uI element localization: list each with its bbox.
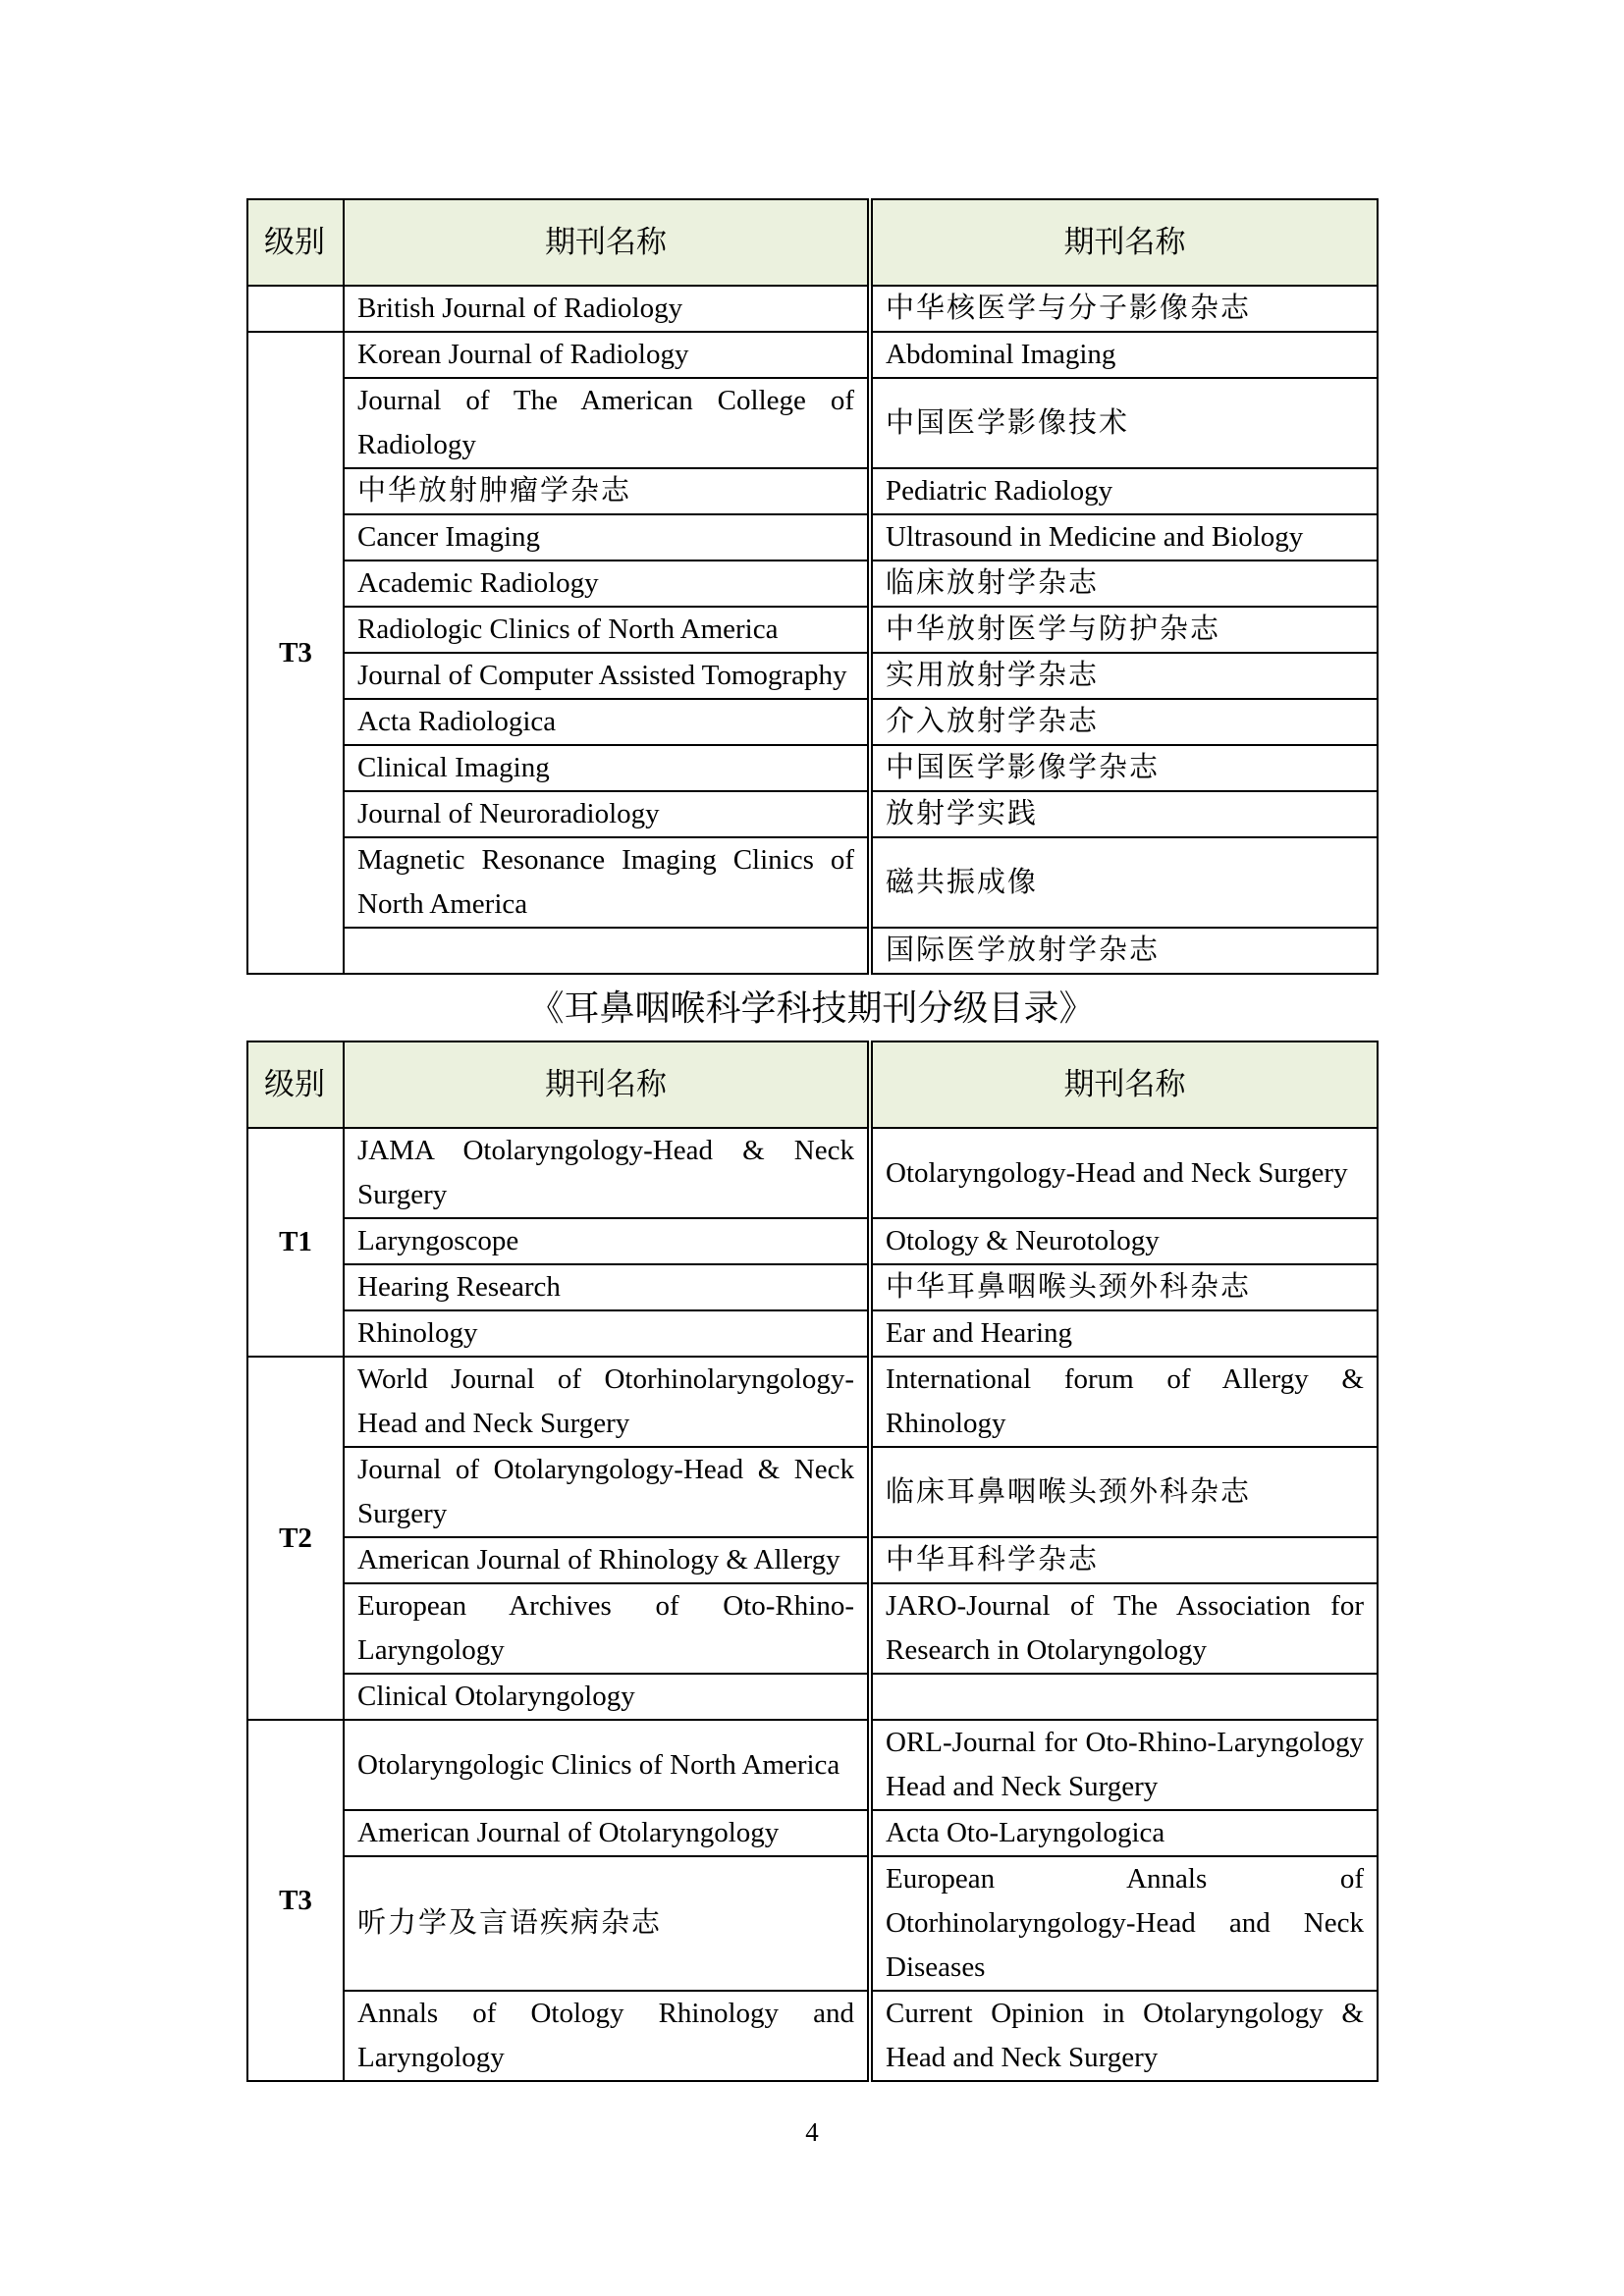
header-journal-name-2: 期刊名称 xyxy=(870,1041,1378,1128)
journal-cell xyxy=(344,928,870,974)
journal-cell: 临床放射学杂志 xyxy=(870,561,1378,607)
journal-cell: Otolaryngology-Head and Neck Surgery xyxy=(870,1128,1378,1218)
journal-cell: Pediatric Radiology xyxy=(870,468,1378,514)
level-cell-t2: T2 xyxy=(247,1357,344,1720)
table-row xyxy=(247,1310,1378,1357)
journal-cell: American Journal of Otolaryngology xyxy=(344,1810,870,1856)
journal-cell: Laryngoscope xyxy=(344,1218,870,1264)
table-row xyxy=(247,745,1378,791)
journal-cell: 中国医学影像学杂志 xyxy=(870,745,1378,791)
table-row xyxy=(247,1991,1378,2081)
journal-cell: Current Opinion in Otolaryngology & Head and Neck Surgery xyxy=(870,1991,1378,2081)
table-row xyxy=(247,332,1378,378)
journal-table-otolaryngology xyxy=(246,1041,1379,2082)
journal-cell: Korean Journal of Radiology xyxy=(344,332,870,378)
journal-cell: Radiologic Clinics of North America xyxy=(344,607,870,653)
journal-cell: 中国医学影像技术 xyxy=(870,378,1378,468)
journal-cell: Ear and Hearing xyxy=(870,1310,1378,1357)
journal-cell: British Journal of Radiology xyxy=(344,286,870,332)
journal-cell: ORL-Journal for Oto-Rhino-Laryngology Head and Neck Surgery xyxy=(870,1720,1378,1810)
table-row xyxy=(247,1357,1378,1447)
table-row xyxy=(247,1810,1378,1856)
table-row xyxy=(247,928,1378,974)
section-title: 《耳鼻咽喉科学科技期刊分级目录》 xyxy=(528,988,1095,1029)
journal-cell: Otolaryngologic Clinics of North America xyxy=(344,1720,870,1810)
journal-cell: 中华耳科学杂志 xyxy=(870,1537,1378,1583)
header-level: 级别 xyxy=(247,1041,344,1128)
journal-cell: 磁共振成像 xyxy=(870,837,1378,928)
table-row xyxy=(247,468,1378,514)
table-row xyxy=(247,1720,1378,1810)
journal-cell: Acta Radiologica xyxy=(344,699,870,745)
table-row xyxy=(247,1218,1378,1264)
journal-cell xyxy=(870,1674,1378,1720)
journal-cell: American Journal of Rhinology & Allergy xyxy=(344,1537,870,1583)
journal-cell: Journal of The American College of Radiology xyxy=(344,378,870,468)
journal-cell: European Annals of Otorhinolaryngology-Head and Neck Diseases xyxy=(870,1856,1378,1991)
table-row xyxy=(247,791,1378,837)
page-number: 4 xyxy=(805,2117,819,2147)
table-row xyxy=(247,1128,1378,1218)
journal-cell: Acta Oto-Laryngologica xyxy=(870,1810,1378,1856)
header-journal-name-1: 期刊名称 xyxy=(344,199,870,286)
journal-cell: 中华耳鼻咽喉头颈外科杂志 xyxy=(870,1264,1378,1310)
level-cell xyxy=(247,286,344,332)
level-cell-t3: T3 xyxy=(247,332,344,974)
table-row xyxy=(247,653,1378,699)
journal-cell: Rhinology xyxy=(344,1310,870,1357)
journal-cell: International forum of Allergy & Rhinology xyxy=(870,1357,1378,1447)
journal-cell: 国际医学放射学杂志 xyxy=(870,928,1378,974)
journal-cell: Otology & Neurotology xyxy=(870,1218,1378,1264)
header-level: 级别 xyxy=(247,199,344,286)
journal-cell: Journal of Otolaryngology-Head & Neck Surgery xyxy=(344,1447,870,1537)
table-row xyxy=(247,699,1378,745)
journal-cell: 临床耳鼻咽喉头颈外科杂志 xyxy=(870,1447,1378,1537)
journal-cell: World Journal of Otorhinolaryngology-Head and Neck Surgery xyxy=(344,1357,870,1447)
journal-cell: 听力学及言语疾病杂志 xyxy=(344,1856,870,1991)
journal-cell: 中华核医学与分子影像杂志 xyxy=(870,286,1378,332)
journal-cell: JARO-Journal of The Association for Research in Otolaryngology xyxy=(870,1583,1378,1674)
table-row xyxy=(247,607,1378,653)
journal-cell: Annals of Otology Rhinology and Laryngology xyxy=(344,1991,870,2081)
journal-cell: European Archives of Oto-Rhino-Laryngology xyxy=(344,1583,870,1674)
level-cell-t3: T3 xyxy=(247,1720,344,2081)
table-row xyxy=(247,378,1378,468)
journal-cell: Cancer Imaging xyxy=(344,514,870,561)
table-row xyxy=(247,286,1378,332)
table-row xyxy=(247,1447,1378,1537)
journal-cell: Hearing Research xyxy=(344,1264,870,1310)
journal-cell: Magnetic Resonance Imaging Clinics of North America xyxy=(344,837,870,928)
table-row xyxy=(247,561,1378,607)
journal-table-radiology xyxy=(246,198,1379,975)
journal-cell: Clinical Otolaryngology xyxy=(344,1674,870,1720)
table-row xyxy=(247,1583,1378,1674)
table-header-row xyxy=(247,199,1378,286)
journal-cell: Journal of Neuroradiology xyxy=(344,791,870,837)
header-journal-name-1: 期刊名称 xyxy=(344,1041,870,1128)
journal-cell: JAMA Otolaryngology-Head & Neck Surgery xyxy=(344,1128,870,1218)
table-row xyxy=(247,1856,1378,1991)
table-row xyxy=(247,514,1378,561)
level-cell-t1: T1 xyxy=(247,1128,344,1357)
table-row xyxy=(247,1264,1378,1310)
header-journal-name-2: 期刊名称 xyxy=(870,199,1378,286)
journal-cell: Clinical Imaging xyxy=(344,745,870,791)
journal-cell: 实用放射学杂志 xyxy=(870,653,1378,699)
journal-cell: Journal of Computer Assisted Tomography xyxy=(344,653,870,699)
journal-cell: Ultrasound in Medicine and Biology xyxy=(870,514,1378,561)
journal-cell: Academic Radiology xyxy=(344,561,870,607)
journal-cell: 中华放射医学与防护杂志 xyxy=(870,607,1378,653)
table-header-row xyxy=(247,1041,1378,1128)
table-row xyxy=(247,837,1378,928)
journal-cell: 介入放射学杂志 xyxy=(870,699,1378,745)
table-row xyxy=(247,1537,1378,1583)
table-row xyxy=(247,1674,1378,1720)
journal-cell: 放射学实践 xyxy=(870,791,1378,837)
journal-cell: 中华放射肿瘤学杂志 xyxy=(344,468,870,514)
journal-cell: Abdominal Imaging xyxy=(870,332,1378,378)
